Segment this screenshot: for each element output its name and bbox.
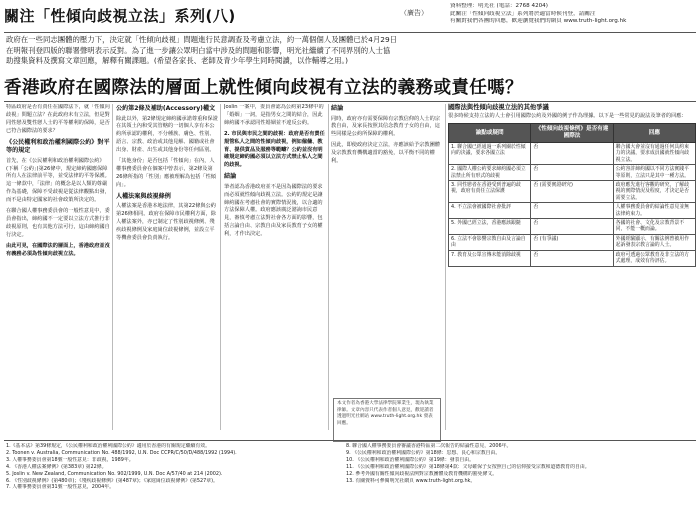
table-intro: 很多時候支持立法的人士會引用國際公約及外國的例子作為理據。以下是一些常見的說法及筆者的回應：	[448, 113, 687, 119]
article-column-3	[224, 104, 326, 434]
footnote: 2. Toonen v. Australia, Communication No. 488/1992, U.N. Doc CCPR/C/50/D/488/1992 (1994).	[6, 449, 237, 456]
table-cell: 否	[531, 165, 613, 181]
contact-line: 此關注「性傾向歧視立法」系列將於適當時候刊登，請關注	[450, 10, 596, 17]
intro-line: 政府在一些同志團體的壓力下，決定就「性傾向歧視」問題進行民意調查及考慮立法，約一萬個個人及團體已於4月29日	[6, 35, 398, 44]
header	[2, 2, 698, 32]
footnote: 4. 《香港人權法案條例》(第383章) 第22條。	[6, 463, 107, 470]
table-row	[449, 234, 696, 250]
table-cell: 否	[531, 203, 613, 219]
paragraph: 因此，即使政府決定立法，亦應該給予宗教團體及宗教教育機構適當的豁免，以平衡不同的權利。	[331, 142, 440, 165]
article-column-4	[331, 104, 443, 434]
section-heading: 人權法案與歧視條例	[116, 192, 171, 200]
table-cell: 人權事務委員會的結論性意見並無法律約束力。	[613, 203, 695, 219]
paragraph: 「其他身份」是否包括「性傾向」在內，人權事務委員會在個案中曾表示，第2條及第26條所指的「性別」應被理解為包括「性傾向」。	[116, 158, 216, 188]
footnote: 10. 《公民權利和政治權利國際公約》第19條：發表自由。	[346, 456, 475, 463]
table-cell: 4. 不立法會被國際社會批評	[449, 203, 531, 219]
column-divider	[220, 104, 221, 430]
table-cell: 7. 教育及公眾宣傳未能消除歧視	[449, 250, 531, 266]
table-row	[449, 219, 696, 235]
divider	[4, 32, 696, 33]
comparison-table	[448, 123, 696, 267]
headline: 香港政府在國際法的層面上就性傾向歧視有立法的義務或責任嗎？	[4, 78, 523, 98]
table-cell: 聯合國大會並沒有通過任何具約束力的決議，要求成員國就性傾向歧視立法。	[613, 143, 695, 165]
table-cell: 政府可透過公眾教育及非立法的方式處理，成效有待評估。	[613, 250, 695, 266]
table-cell: 外國經驗顯示，有關法例曾被用作起訴發表宗教言論的人士。	[613, 234, 695, 250]
table-title: 國際法與性傾向歧視立法的其他爭議	[448, 104, 549, 111]
column-divider	[445, 104, 446, 430]
footnote: 7. 人權事務委員會第31號一般性意見，2004年。	[6, 484, 115, 491]
footnote: 9. 《公民權利和政治權利國際公約》第18條：思想、良心和宗教自由。	[346, 449, 501, 456]
paragraph: 除此以外，第2條規定締約國承諾尊重和保證在其領土內和受其管轄的一切個人享有本公約所承認的權利，不分種族、膚色、性別、語言、宗教、政治或其他見解、國籍或社會出身、財產、出生或其他身份等任何區別。	[116, 115, 218, 154]
author-notice-box: 本文作者為香港大學法律學院畢業生，現為執業律師。文章內容只代表作者個人意見，歡迎讀者透過明光社網站 www.truth-light.org.hk 發表回應。	[333, 398, 441, 442]
article-column-1	[6, 104, 110, 434]
paragraph: 由此可見，在國際法的層面上，香港政府並沒有義務必須為性傾向歧視立法。	[6, 242, 110, 257]
intro-line: 在明報刊登四版的聯署聲明表示反對。為了進一步讓公眾明白當中涉及的問題和影響，明光社繼續了不同界別的人士協	[6, 45, 391, 55]
table-cell: 6. 立法不會影響宗教自由及言論自由	[449, 234, 531, 250]
footnote: 8. 聯合國人權事務委員會審議香港特區第二次報告的結論性意見，2006年。	[346, 443, 512, 449]
footnotes-right	[346, 443, 696, 519]
table-cell: 否	[531, 143, 613, 165]
paragraph: 人權法案是香港本地法律，其第22條與公約第26條相同。政府在保障市民權利方面，除人權法案外，亦已制定了性別歧視條例、殘疾歧視條例及家庭崗位歧視條例，並設立平等機會委員會負責執行。	[116, 203, 216, 241]
table-cell: 3. 同性戀者在香港受到普遍的歧視，政府有責任立法保護	[449, 181, 531, 203]
column-divider	[328, 104, 329, 430]
column-header: 回應	[613, 124, 695, 143]
table-cell: 5. 外國已經立法，香港應該跟隨	[449, 219, 531, 235]
table-row	[449, 203, 696, 219]
table-cell: 否 (需要實證研究)	[531, 181, 613, 203]
footnotes-left	[6, 443, 339, 519]
lead-paragraph: 特區政府是否有責任在國際法下，就「性傾向歧視」問題立法？在此政府未有立法，但是對同性戀及雙性戀人士的平等權利的保障，是否已符合國際法的要求？	[6, 104, 110, 134]
section-heading: 《公民權利和政治權利國際公約》對平等的規定	[6, 138, 110, 155]
divider	[4, 440, 696, 441]
paragraph: 同時，政府亦有需要保障有宗教信仰的人士的宗教自由，及家長按照其信念教育子女的自由，這些同樣是公約所保障的權利。	[331, 115, 440, 138]
section-heading: 結論	[224, 173, 237, 181]
article-column-2	[116, 104, 218, 434]
paragraph: 在聯合國人權事務委員會的一般性意見中，委員會指出，締約國不一定要以立法方式推行非歧視原則，也有其他方法可行，這由締約國自行決定。	[6, 208, 110, 238]
divider	[4, 101, 696, 102]
footnote: 6. 《性別歧視條例》(第480章)；《殘疾歧視條例》(第487章)；《家庭崗位歧視條例》(第527章)。	[6, 477, 218, 484]
intro-line: 助搜集資料及撰寫文章回應，解釋有關課題。(希望各家長、老師及青少年學生同時閱讀，以作輔導之用。)	[6, 56, 349, 65]
paragraph: 筆者認為香港政府並不是因為國際法的要求而必須就性傾向歧視立法。公約的規定是讓締約國在考慮社會的實際情況後，以合適的方法保障人權。政府應該廣泛諮詢市民意見，審慎考慮立法對社會各方面的影響，包括言論自由、宗教自由及家長教育子女的權利，才作出決定。	[224, 183, 323, 238]
contact-line: 資料整理：明光社 (電話：2768 4204)	[450, 3, 548, 9]
table-cell: 否	[531, 219, 613, 235]
footnote: 5. Joslin v. New Zealand, Communication No. 902/1999, U.N. Doc A/57/40 at 214 (2002).	[6, 470, 223, 477]
footnote: 12. 參考外國有關性傾向歧視法例對宗教團體及教育機構的豁免條文。	[346, 470, 498, 477]
contact-line: 有關對我們各團的回應，歡迎瀏覽我們的網頁 www.truth-light.org.hk	[450, 18, 627, 25]
table-cell: 1. 聯合國已經通過一系列關於性傾向的決議，要求各國立法	[449, 143, 531, 165]
series-title: 關注「性傾向歧視立法」系列(八)	[2, 4, 274, 28]
paragraph: 2. 市民與市民之間的歧視：政府是否有責任規管私人之間的性傾向歧視，例如僱傭、教育、提供貨品及服務等範疇？公約並沒有明確規定締約國必須以立法方式禁止私人之間的歧視。	[224, 130, 325, 169]
contact-info	[450, 3, 698, 26]
table-cell: 否 (有爭議)	[531, 234, 613, 250]
comparison-section	[448, 104, 696, 267]
table-cell: 2. 國際人權公約要求締約國必須立法禁止所有形式的歧視	[449, 165, 531, 181]
table-row	[449, 250, 696, 266]
footnote: 11. 《公民權利和政治權利國際公約》第18條第4款：父母確保子女按照自己的信仰接受宗教和道德教育的自由。	[346, 463, 590, 470]
column-header: 論點或疑問	[449, 124, 531, 143]
table-cell: 各國的社會、文化及宗教背景不同，不能一概而論。	[613, 219, 695, 235]
footnote: 1.《基本法》第39條規定，《公民權利和政治權利國際公約》適用於香港的有關規定繼續有效。	[6, 443, 211, 449]
table-cell: 否	[531, 250, 613, 266]
column-header: 《性傾向歧視條例》是否有違國際法	[531, 124, 613, 143]
table-cell: 公約容許締約國以不同方法實踐平等原則，立法只是其中一種方法。	[613, 165, 695, 181]
section-heading: 結論	[331, 105, 344, 112]
table-row	[449, 181, 696, 203]
table-row	[449, 165, 696, 181]
intro-paragraph	[6, 35, 691, 67]
paragraph: Joslin 一案中，委員會認為公約第23條中的「婚姻」一詞，是指男女之間的結合，因此締約國不承認同性婚姻並不違反公約。	[224, 104, 324, 126]
ad-label: （廣告）	[400, 9, 428, 17]
paragraph: 首先，在《公民權利和政治權利國際公約》(下稱「公約」)第26條中，規定締約國應保障所有人在法律前平等，並受法律的平等保護。這一條款中，「法律」的概念是以人類的尊嚴作為基礎，保障不受歧視是從法律觀點出發，而不是由特定國家的社會政策所決定的。	[6, 157, 110, 204]
footnote: 3. 人權事務委員會第18號一般性意見：非歧視，1989年。	[6, 456, 134, 463]
section-heading: 公約第2條及補助(Accessory)權文	[116, 105, 216, 112]
table-cell: 政府應先進行客觀的研究，了解歧視的實際情況及程度，才決定是否需要立法。	[613, 181, 695, 203]
column-divider	[112, 104, 113, 430]
table-header-row	[449, 124, 696, 143]
footnote: 13. 有關資料可參閱明光社網頁 www.truth-light.org.hk。	[346, 477, 476, 484]
table-row	[449, 143, 696, 165]
